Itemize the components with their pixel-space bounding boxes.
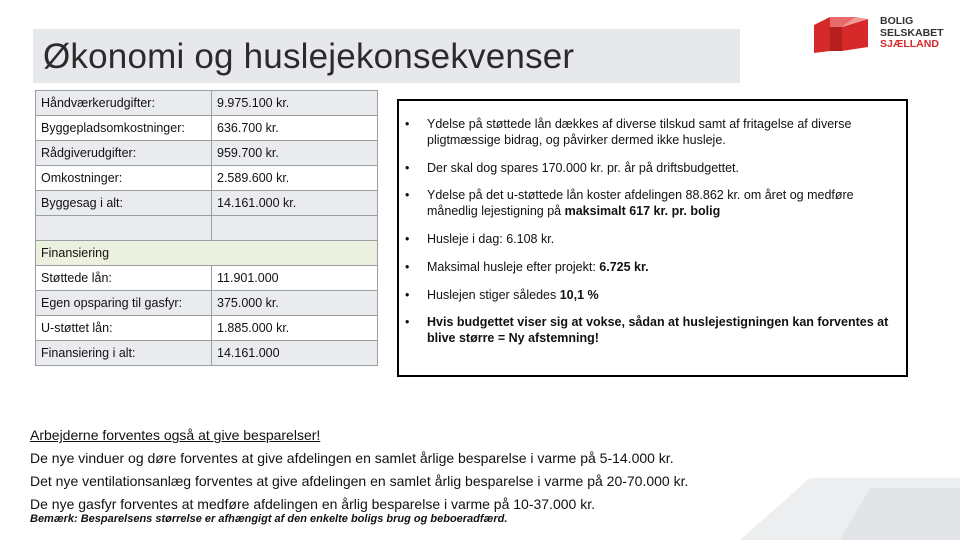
- footnote: Bemærk: Besparelsens størrelse er afhængigt af den enkelte boligs brug og beboeradfærd.: [30, 513, 508, 525]
- financing-total-label: Finansiering i alt:: [36, 341, 212, 366]
- logo-line-3: SJÆLLAND: [880, 38, 939, 50]
- company-logo: [812, 15, 952, 57]
- cost-value: 636.700 kr.: [212, 116, 378, 141]
- table-row: [36, 191, 378, 216]
- cost-table: [35, 90, 378, 366]
- cost-label: Omkostninger:: [36, 166, 212, 191]
- bullet-text: Ydelse på støttede lån dækkes af diverse tilskud samt af fritagelse af diverse pligtmæssige bidrag, og påvirker dermed ikke husleje.: [427, 117, 852, 147]
- financing-value: 11.901.000: [212, 266, 378, 291]
- table-row: [36, 91, 378, 116]
- cost-value: 9.975.100 kr.: [212, 91, 378, 116]
- cost-label: Byggepladsomkostninger:: [36, 116, 212, 141]
- logo-line-1: BOLIG: [880, 15, 914, 27]
- table-row: [36, 116, 378, 141]
- table-row-financing-heading: [36, 241, 378, 266]
- financing-value: 375.000 kr.: [212, 291, 378, 316]
- cost-total-label: Byggesag i alt:: [36, 191, 212, 216]
- financing-label: Støttede lån:: [36, 266, 212, 291]
- cost-label: Håndværkerudgifter:: [36, 91, 212, 116]
- title-bar: [33, 29, 740, 83]
- table-row-empty: [36, 216, 378, 241]
- bullet-bold-text: 6.725 kr.: [599, 260, 649, 274]
- table-row: [36, 141, 378, 166]
- financing-value: 1.885.000 kr.: [212, 316, 378, 341]
- savings-line: De nye vinduer og døre forventes at give afdelingen en samlet årlige besparelse i varme på 5-14.000 kr.: [30, 450, 674, 466]
- table-row: [36, 166, 378, 191]
- bullet-text: Der skal dog spares 170.000 kr. pr. år på driftsbudgettet.: [427, 161, 739, 175]
- logo-line-2: SELSKABET: [880, 26, 944, 39]
- savings-heading: Arbejderne forventes også at give besparelser!: [30, 427, 321, 443]
- bullet-bold-text: maksimalt 617 kr. pr. bolig: [564, 204, 721, 218]
- savings-line: De nye gasfyr forventes at medføre afdelingen en årlig besparelse i varme på 10-37.000 kr.: [30, 496, 595, 512]
- logo-mark-icon: [812, 15, 874, 57]
- cost-label: Rådgiverudgifter:: [36, 141, 212, 166]
- page-title: Økonomi og huslejekonsekvenser: [43, 37, 575, 76]
- logo-text: [880, 16, 944, 51]
- cost-total-value: 14.161.000 kr.: [212, 191, 378, 216]
- financing-label: U-støttet lån:: [36, 316, 212, 341]
- financing-heading: Finansiering: [36, 241, 378, 266]
- cost-value: 2.589.600 kr.: [212, 166, 378, 191]
- bullet-text: Huslejen stiger således: [427, 288, 560, 302]
- financing-total-value: 14.161.000: [212, 341, 378, 366]
- table-row: [36, 341, 378, 366]
- savings-section: [30, 424, 688, 516]
- bullet-bold-text: Hvis budgettet viser sig at vokse, sådan at huslejestigningen kan forventes at blive større = Ny afstemning!: [427, 315, 889, 345]
- bullet-text: Husleje i dag: 6.108 kr.: [427, 232, 555, 246]
- table-row: [36, 266, 378, 291]
- table-row: [36, 316, 378, 341]
- financing-label: Egen opsparing til gasfyr:: [36, 291, 212, 316]
- bullet-text: Ydelse på det u-støttede lån koster afdelingen 88.862 kr. om året og medføre månedlig lejestigning på: [427, 188, 854, 218]
- decorative-shape-icon: [740, 478, 960, 540]
- bullet-text: Maksimal husleje efter projekt:: [427, 260, 600, 274]
- bullet-bold-text: 10,1 %: [559, 288, 599, 302]
- cost-value: 959.700 kr.: [212, 141, 378, 166]
- savings-line: Det nye ventilationsanlæg forventes at give afdelingen en samlet årlig besparelse i varme på 20-70.000 kr.: [30, 473, 689, 489]
- table-row: [36, 291, 378, 316]
- bullet-box: • Ydelse på støttede lån dækkes af diverse tilskud samt af fritagelse af diverse pligtmæssige bidrag, og påvirker dermed ikke husleje. • Der skal dog spares 170.000 kr. pr. år på driftsbudgettet. • Ydelse på det u-støttede lån koster afdelingen 88.862 kr. om året og medføre månedlig lejestigning på maksimalt 617 kr. pr. bolig • Husleje i dag: 6.108 kr. • Maksimal husleje efter projekt: 6.725 kr. • Huslejen stiger således 10,1 % • Hvis budgettet viser sig at vokse, sådan at huslejestigningen kan forventes at blive større = Ny afstemning!: [397, 99, 908, 377]
